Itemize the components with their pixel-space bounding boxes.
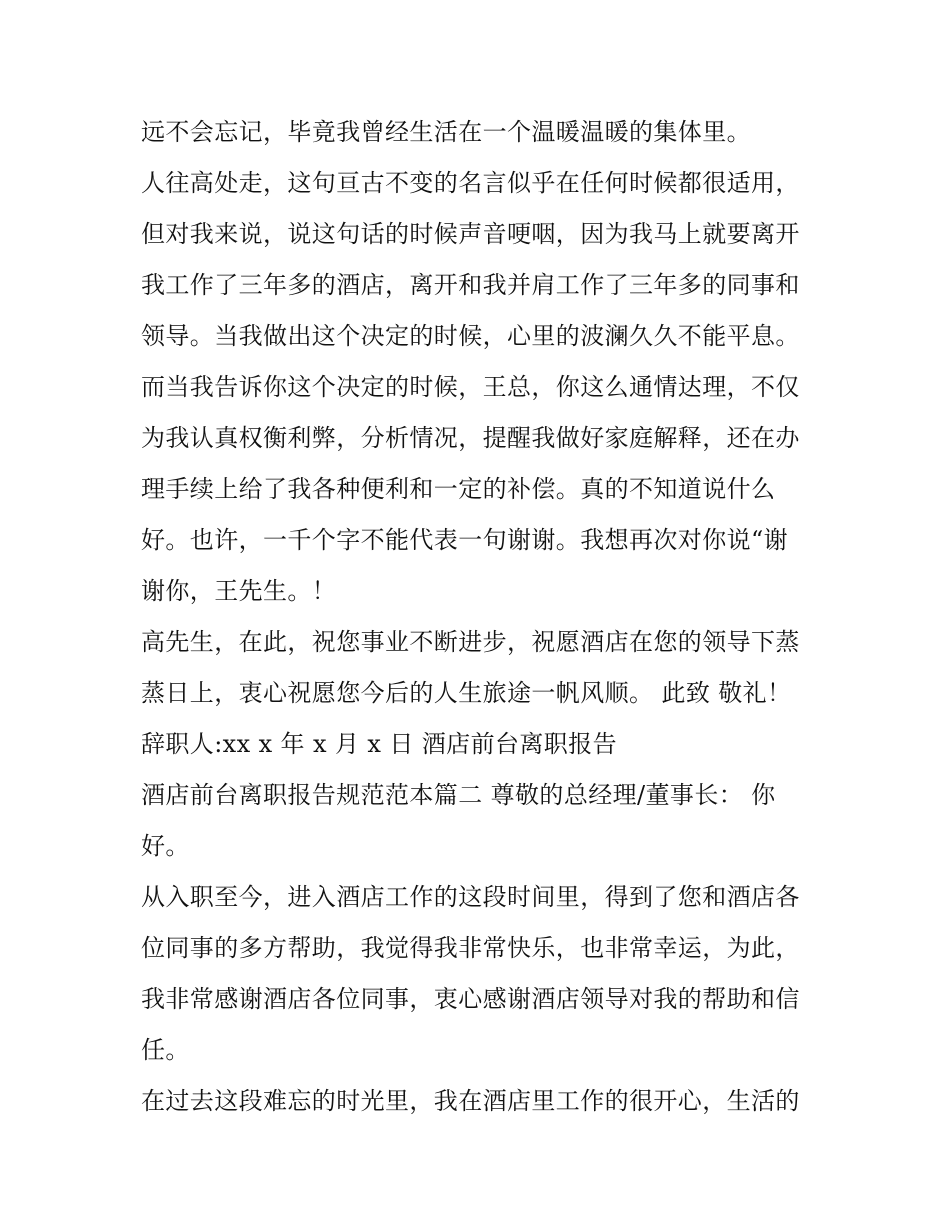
text-line-16: 从入职至今，进入酒店工作的这段时间里，得到了您和酒店各 [141,883,800,911]
text-line-2: 人往高处走，这句亘古不变的名言似乎在任何时候都很适用， [141,169,800,197]
text-line-20: 在过去这段难忘的时光里，我在酒店里工作的很开心，生活的 [141,1087,800,1115]
text-line-4: 我工作了三年多的酒店，离开和我并肩工作了三年多的同事和 [141,271,800,299]
text-line-8: 理手续上给了我各种便利和一定的补偿。真的不知道说什么 [141,475,776,503]
text-line-19: 任。 [141,1036,190,1064]
text-line-12: 蒸日上，衷心祝愿您今后的人生旅途一帆风顺。 此致 敬礼！ [141,679,792,707]
text-line-14: 酒店前台离职报告规范范本篇二 尊敬的总经理/董事长： 你 [141,781,776,809]
text-line-3: 但对我来说，说这句话的时候声音哽咽，因为我马上就要离开 [141,220,800,248]
text-line-13: 辞职人:xx x 年 x 月 x 日 酒店前台离职报告 [141,730,617,758]
text-line-7: 为我认真权衡利弊，分析情况，提醒我做好家庭解释，还在办 [141,424,800,452]
text-line-17: 位同事的多方帮助，我觉得我非常快乐，也非常幸运，为此， [141,934,800,962]
text-line-15: 好。 [141,832,190,860]
text-line-6: 而当我告诉你这个决定的时候，王总，你这么通情达理，不仅 [141,373,800,401]
text-line-5: 领导。当我做出这个决定的时候，心里的波澜久久不能平息。 [141,322,800,350]
document-body [141,107,821,1127]
text-line-9: 好。也许，一千个字不能代表一句谢谢。我想再次对你说“谢 [141,526,789,554]
text-line-10: 谢你，王先生。！ [141,577,337,605]
text-line-18: 我非常感谢酒店各位同事，衷心感谢酒店领导对我的帮助和信 [141,985,800,1013]
text-line-1: 远不会忘记，毕竟我曾经生活在一个温暖温暖的集体里。 [141,118,751,146]
text-line-11: 高先生，在此，祝您事业不断进步，祝愿酒店在您的领导下蒸 [141,628,800,656]
